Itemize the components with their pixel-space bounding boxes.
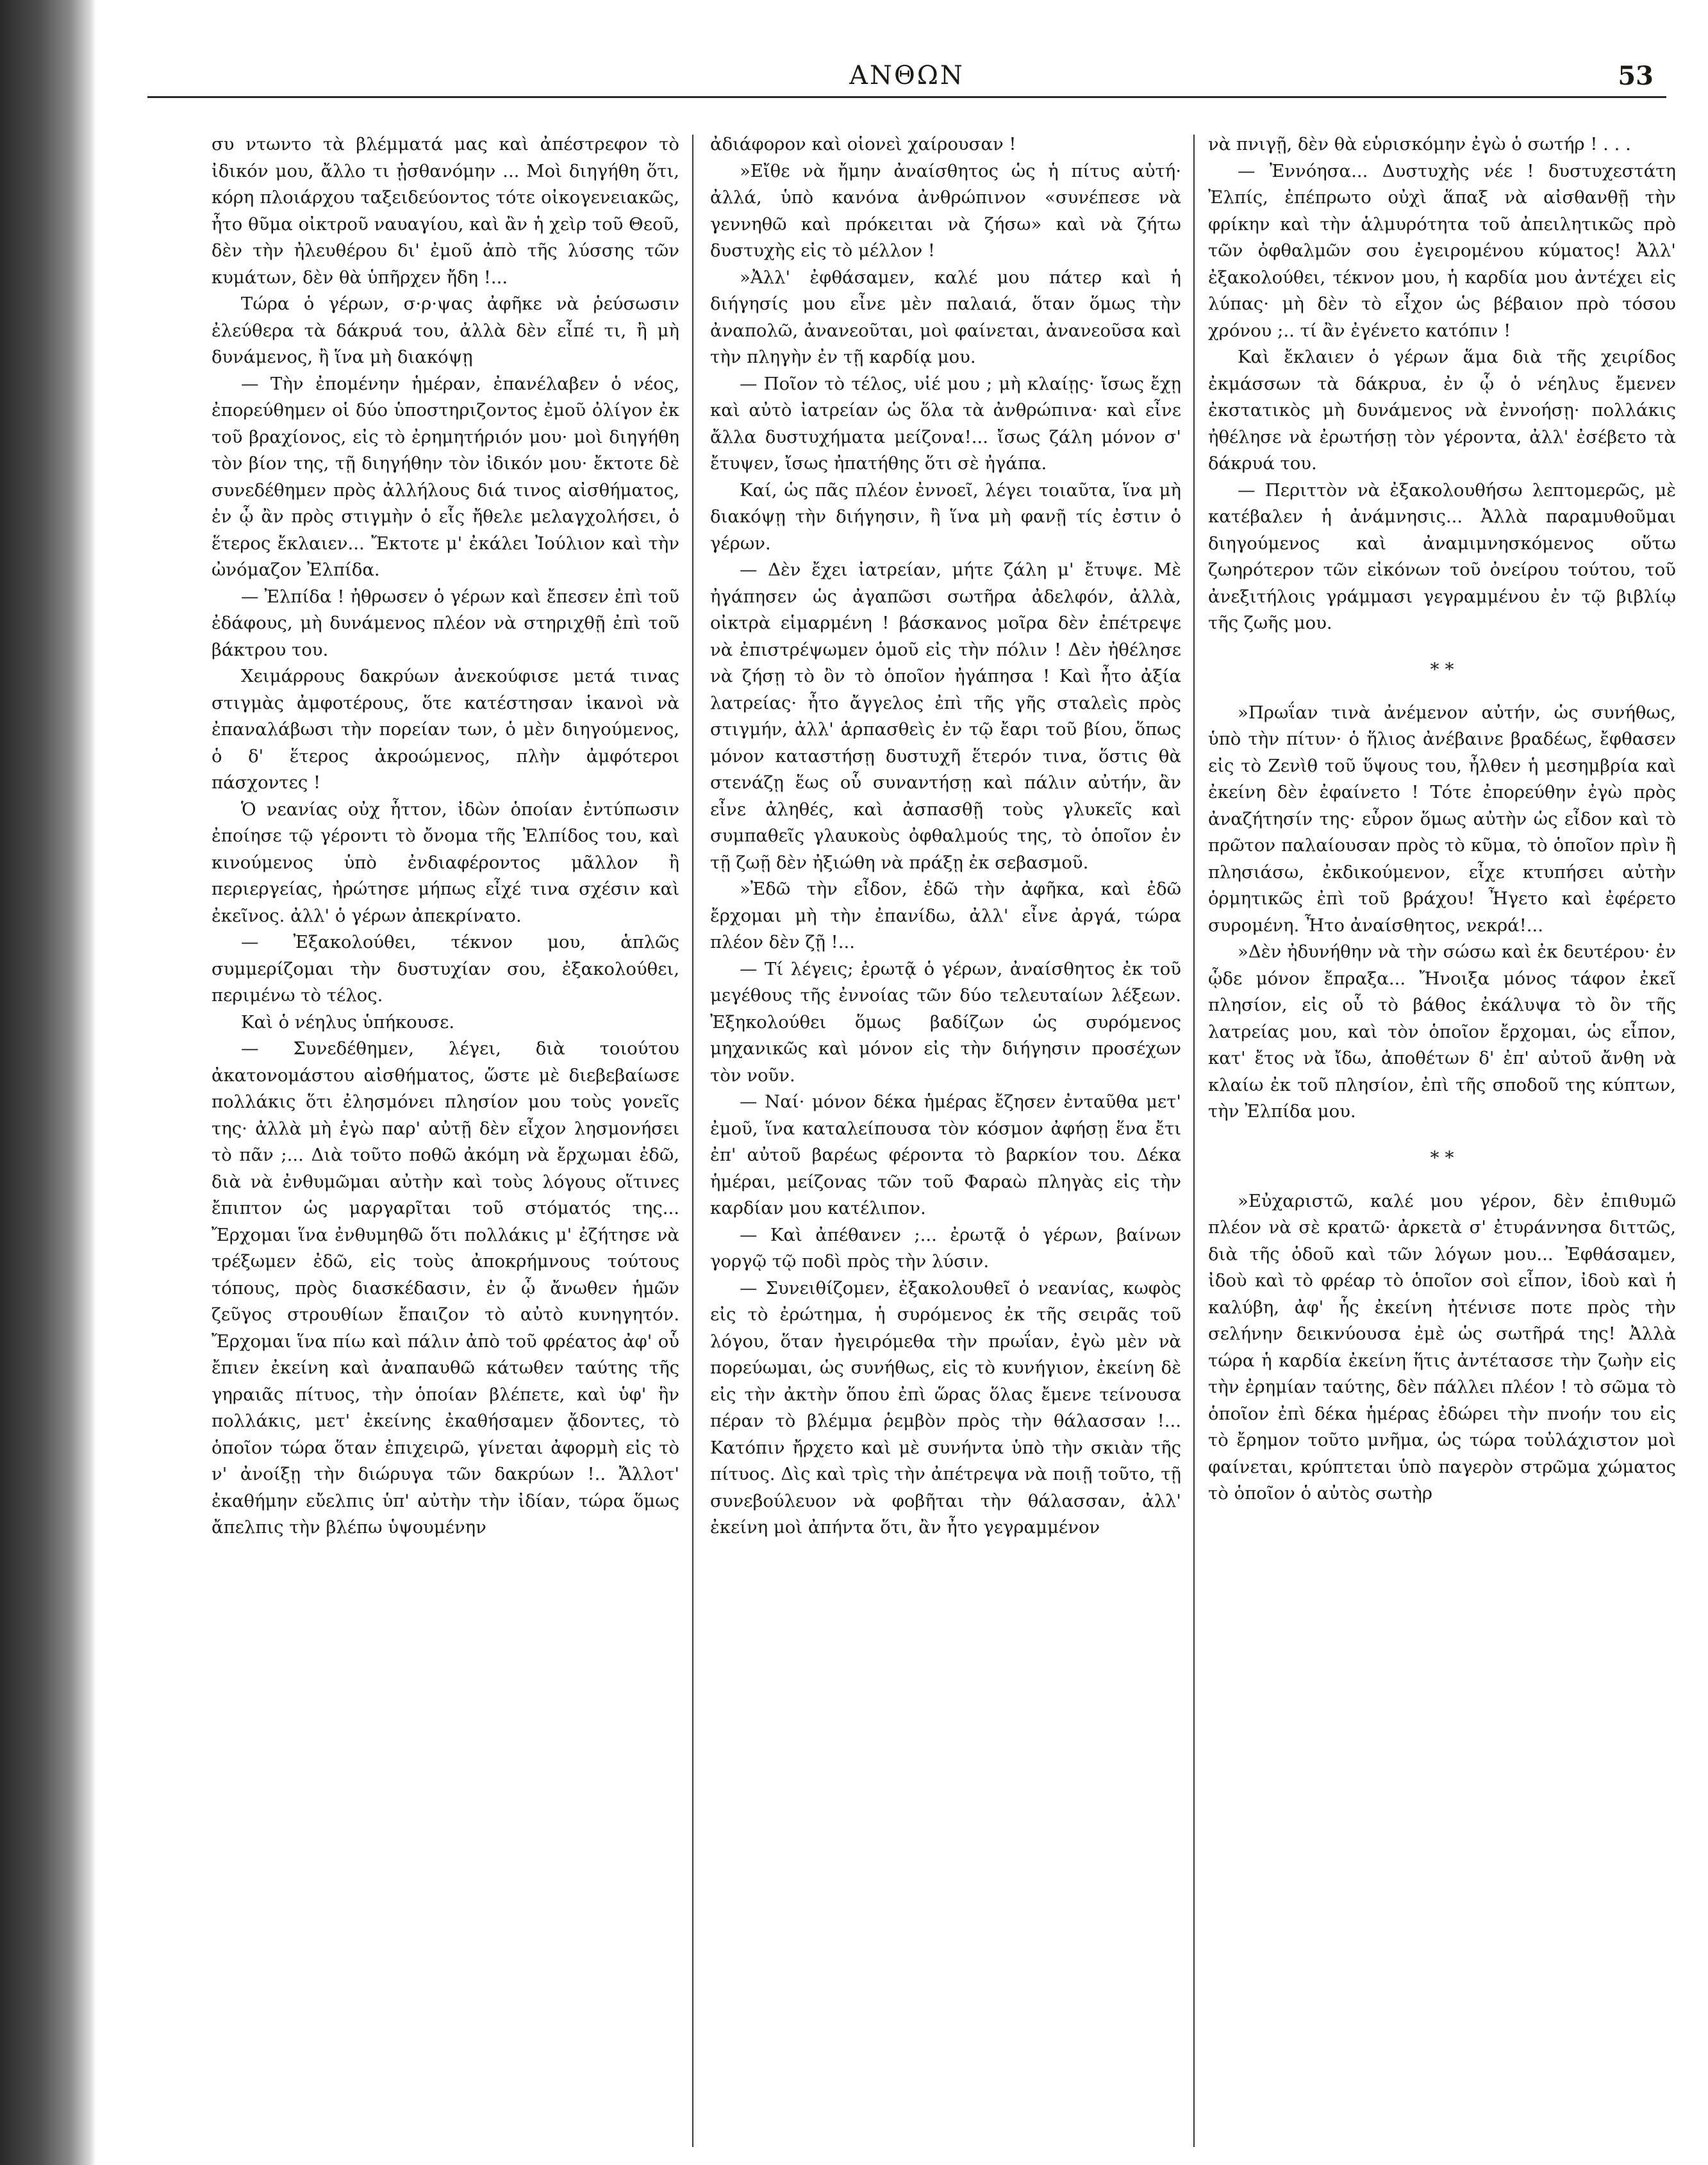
paragraph: Ὁ νεανίας οὐχ ἧττον, ἰδὼν ὁποίαν ἐντύπωσιν ἐποίησε τῷ γέροντι τὸ ὄνομα τῆς Ἐλπίδος του, καὶ κινούμενος ὑπὸ ἐνδιαφέροντος μᾶλλον ἢ περιεργείας, ἠρώτησε μήπως εἶχέ τινα σχέσιν καὶ ἐκεῖνος. ἀλλ' ὁ γέρων ἀπεκρίνατο. <box>211 799 679 926</box>
paragraph: »Δὲν ἠδυνήθην νὰ τὴν σώσω καὶ ἐκ δευτέρου· ἐν ᾧδε μόνον ἔπραξα... Ἤνοιξα μόνος τάφον ἐκεῖ πλησίον, εἰς οὗ τὸ βάθος ἐκάλυψα τὸ ὂν τῆς λατρείας μου, καὶ τὸν ὁποῖον ἔρχομαι, ὡς εἶπον, κατ' ἔτος νὰ ἴδω, ἀποθέτων δ' ἐπ' αὐτοῦ ἄνθη νὰ κλαίω ἐκ τοῦ πλησίον, ἐπὶ τῆς σποδοῦ της κύπτων, τὴν Ἐλπίδα μου. <box>1208 941 1676 1122</box>
book-binding-gutter <box>0 0 96 2165</box>
header-rule <box>147 96 1666 98</box>
running-title: ΑΝΘΩΝ <box>849 61 965 90</box>
paragraph: Καί, ὡς πᾶς πλέον ἐννοεῖ, λέγει τοιαῦτα, ἵνα μὴ διακόψῃ τὴν διήγησιν, ἢ ἵνα μὴ φανῇ τίς ἐστιν ὁ γέρων. <box>710 479 1181 554</box>
paragraph: — Ναί· μόνον δέκα ἡμέρας ἔζησεν ἐνταῦθα μετ' ἐμοῦ, ἵνα καταλείπουσα τὸν κόσμον ἀφήσῃ ἕνα ἔτι ἐπ' αὐτοῦ βαρέως φέροντα τὸ βαρκίον του. Δέκα ἡμέραι, μείζονας τῶν τοῦ Φαραὼ πληγὰς εἰς τὴν καρδίαν μου κατέλιπον. <box>710 1091 1181 1218</box>
paragraph: »Πρωΐαν τινὰ ἀνέμενον αὐτήν, ὡς συνήθως, ὑπὸ τὴν πίτυν· ὁ ἥλιος ἀνέβαινε βραδέως, ἔφθασεν εἰς τὸ Ζενὶθ τοῦ ὕψους του, ἦλθεν ἡ μεσημβρία καὶ ἐκείνη δὲν ἐφαίνετο ! Τότε ἐπορεύθην ἐγὼ πρὸς ἀναζήτησίν της· εὗρον ὅμως αὐτὴν ὡς εἶδον καὶ τὸ πρῶτον παλαίουσαν πρὸς τὸ κῦμα, τὸ ὁποῖον πρὶν ἢ πλησιάσω, ἐκδικούμενον, εἶχε κτυπήσει αὐτὴν ὁρμητικῶς ἐπὶ τοῦ βράχου! Ἦγετο καὶ ἐφέρετο συρομένη. Ἦτο ἀναίσθητος, νεκρά!... <box>1208 702 1676 936</box>
paragraph: »Ἐδῶ τὴν εἶδον, ἐδῶ τὴν ἀφῆκα, καὶ ἐδῶ ἔρχομαι μὴ τὴν ἐπανίδω, ἀλλ' εἶνε ἀργά, τώρα πλέον δὲν ζῇ !... <box>710 879 1181 952</box>
text-column-3 <box>1208 131 1676 2150</box>
column-divider <box>1193 135 1195 2147</box>
page-header <box>147 61 1666 106</box>
paragraph: — Ἐξακολούθει, τέκνον μου, ἁπλῶς συμμερίζομαι τὴν δυστυχίαν σου, ἐξακολούθει, περιμένω τὸ τέλος. <box>211 932 679 1006</box>
paragraph: — Περιττὸν νὰ ἐξακολουθήσω λεπτομερῶς, μὲ κατέβαλεν ἡ ἀνάμνησις... Ἀλλὰ παραμυθοῦμαι διηγούμενος καὶ ἀναμιμνησκόμενος οὕτω ζωηρότερον τῶν εἰκόνων τοῦ ὀνείρου τούτου, τοῦ ἀνεξιτήλοις γράμμασι γεγραμμένου ἐν τῷ βιβλίῳ τῆς ζωῆς μου. <box>1208 479 1676 633</box>
paragraph: — Ἐννόησα... Δυστυχὴς νέε ! δυστυχεστάτη Ἐλπίς, ἐπέπρωτο οὐχὶ ἅπαξ νὰ αἰσθανθῇ τὴν φρίκην καὶ τὴν ἁλμυρότητα τοῦ ἀπειλητικῶς πρὸ τῶν ὀφθαλμῶν σου ἐγειρομένου κύματος! Ἀλλ' ἐξακολούθει, τέκνον μου, ἡ καρδία μου ἀντέχει εἰς λύπας· μὴ δὲν τὸ εἶχον ὡς βέβαιον πρὸ τόσου χρόνου ;.. τί ἂν ἐγένετο κατόπιν ! <box>1208 160 1676 341</box>
paragraph: »Εἴθε νὰ ἤμην ἀναίσθητος ὡς ἡ πίτυς αὐτή· ἀλλά, ὑπὸ κανόνα ἀνθρώπινον «συνέπεσε νὰ γεννηθῶ καὶ πρόκειται νὰ ζήσω» καὶ νὰ ζήτω δυστυχὴς εἰς τὸ μέλλον ! <box>710 160 1181 261</box>
paragraph: — Δὲν ἔχει ἰατρείαν, μήτε ζάλη μ' ἔτυψε. Μὲ ἠγάπησεν ὡς ἀγαπῶσι σωτῆρα ἀδελφόν, ἀλλὰ, οἰκτρὰ εἱμαρμένη ! βάσκανος μοῖρα δὲν ἐπέτρεψε νὰ ἐπιστρέψωμεν ὁμοῦ εἰς τὴν πόλιν ! Δὲν ἠθέλησε νὰ ζήσῃ τὸ ὂν τὸ ὁποῖον ἠγάπησα ! Καὶ ἦτο ἀξία λατρείας· ἦτο ἄγγελος ἐπὶ τῆς γῆς σταλεὶς πρὸς στιγμήν, ἀλλ' ἁρπασθεὶς ἐν τῷ ἔαρι τοῦ βίου, ὅπως μόνον καταστήσῃ δυστυχῆ ἕτερόν τινα, ὅστις θὰ στενάζῃ ἕως οὗ συναντήσῃ καὶ πάλιν αὐτήν, ἂν εἶνε ἀληθές, καὶ ἀσπασθῇ τοὺς γλυκεῖς καὶ συμπαθεῖς γλαυκοὺς ὀφθαλμούς της, τὸ ὁποῖον ἐν τῇ ζωῇ δὲν ἠξιώθη νὰ πράξῃ ἐκ σεβασμοῦ. <box>710 560 1181 873</box>
section-asterism: * * <box>1430 658 1454 680</box>
section-asterism: * * <box>1430 1147 1454 1168</box>
paragraph: — Συνεδέθημεν, λέγει, διὰ τοιούτου ἀκατονομάστου αἰσθήματος, ὥστε μὲ διεβεβαίωσε πολλάκις ὅτι ἐλησμόνει πλησίον μου τοὺς γονεῖς της· ἀλλὰ μὴ ἐγὼ παρ' αὐτῇ δὲν εἶχον λησμονήσει τὸ πᾶν ;... Διὰ τοῦτο ποθῶ ἀκόμη νὰ ἔρχωμαι ἐδῶ, διὰ νὰ ἐνθυμῶμαι αὐτὴν καὶ τοὺς λόγους οἵτινες ἔπιπτον ὡς μαργαρῖται τοῦ στόματός της... Ἔρχομαι ἵνα ἐνθυμηθῶ ὅτι πολλάκις μ' ἐζήτησε νὰ τρέξωμεν ἐδῶ, εἰς τοὺς ἀποκρήμνους τούτους τόπους, πρὸς διασκέδασιν, ἐν ᾧ ἄνωθεν ἡμῶν ζεῦγος στρουθίων ἔπαιζον τὸ αὐτὸ κυνηγητόν. Ἔρχομαι ἵνα πίω καὶ πάλιν ἀπὸ τοῦ φρέατος ἀφ' οὗ ἔπιεν ἐκείνη καὶ ἀναπαυθῶ κάτωθεν ταύτης τῆς γηραιᾶς πίτυος, τὴν ὁποίαν βλέπετε, καὶ ὑφ' ἣν πολλάκις, μετ' ἐκείνης ἐκαθήσαμεν ᾄδοντες, τὸ ὁποῖον τώρα ὅταν ἐπιχειρῶ, γίνεται ἀφορμὴ εἰς τὸ ν' ἀνοίξῃ τὴν διώρυγα τῶν δακρύων !.. Ἄλλοτ' ἐκαθήμην εὔελπις ὑπ' αὐτὴν τὴν ἰδίαν, τώρα ὅμως ἄπελπις τὴν βλέπω ὑψουμένην <box>211 1038 679 1538</box>
text-column-1 <box>211 131 679 2150</box>
paragraph: »Εὐχαριστῶ, καλέ μου γέρον, δὲν ἐπιθυμῶ πλέον νὰ σὲ κρατῶ· ἀρκετὰ σ' ἐτυράννησα διττῶς, διὰ τῆς ὁδοῦ καὶ τῶν λόγων μου... Ἐφθάσαμεν, ἰδοὺ καὶ τὸ φρέαρ τὸ ὁποῖον σοὶ εἶπον, ἰδοὺ καὶ ἡ καλύβη, ἀφ' ἧς ἐκείνη ἠτένισε ποτε πρὸς τὴν σελήνην δεικνύουσα ἐμὲ ὡς σωτῆρά της! Ἀλλὰ τώρα ἡ καρδία ἐκείνη ἥτις ἀντέτασσε τὴν ζωὴν εἰς τὴν ἐρημίαν ταύτης, δὲν πάλλει πλέον ! τὸ σῶμα τὸ ὁποῖον ἐπὶ δέκα ἡμέρας ἐδώρει τὴν πνοήν του εἰς τὸ ἔρημον τοῦτο μνῆμα, ὡς τώρα τοὐλάχιστον μοὶ φαίνεται, κρύπτεται ὑπὸ παγερὸν στρῶμα χώματος τὸ ὁποῖον ὁ αὐτὸς σωτὴρ <box>1208 1190 1676 1504</box>
paragraph: — Τί λέγεις; ἐρωτᾷ ὁ γέρων, ἀναίσθητος ἐκ τοῦ μεγέθους τῆς ἐννοίας τῶν δύο τελευταίων λέξεων. Ἐξηκολούθει ὅμως βαδίζων ὡς συρόμενος μηχανικῶς καὶ μόνον εἰς τὴν διήγησιν προσέχων τὸν νοῦν. <box>710 958 1181 1086</box>
page-number: 53 <box>1618 61 1654 91</box>
column-divider <box>692 135 693 2147</box>
paragraph: συ ντωντο τὰ βλέμματά μας καὶ ἀπέστρεφον τὸ ἰδικόν μου, ἄλλο τι ᾐσθανόμην ... Μοὶ διηγήθη ὅτι, κόρη πλοιάρχου ταξειδεύοντος τότε οἰκογενειακῶς, ἦτο θῦμα οἰκτροῦ ναυαγίου, καὶ ἂν ἡ χεὶρ τοῦ Θεοῦ, δὲν τὴν ἠλευθέρου δι' ἐμοῦ ἀπὸ τῆς λύσσης τῶν κυμάτων, δὲν θὰ ὑπῆρχεν ἤδη !... <box>211 134 679 288</box>
paragraph: Τώρα ὁ γέρων, σ·ρ·ψας ἀφῆκε νὰ ῥεύσωσιν ἐλεύθερα τὰ δάκρυά του, ἀλλὰ δὲν εἶπέ τι, ἢ μὴ δυνάμενος, ἢ ἵνα μὴ διακόψῃ <box>211 294 679 367</box>
paragraph: — Τὴν ἐπομένην ἡμέραν, ἐπανέλαβεν ὁ νέος, ἐπορεύθημεν οἱ δύο ὑποστηριζοντος ἐμοῦ ὀλίγον ἐκ τοῦ βραχίονος, εἰς τὸ ἐρημητήριόν μου· μοὶ διηγήθη τὸν βίον της, τῇ διηγήθην τὸν ἰδικόν μου· ἔκτοτε δὲ συνεδέθημεν πρὸς ἀλλήλους διά τινος αἰσθήματος, ἐν ᾧ ἂν πρὸς στιγμὴν ὁ εἷς ἤθελε μελαγχολήσει, ὁ ἕτερος ἔκλαιεν... Ἔκτοτε μ' ἐκάλει Ἰούλιον καὶ τὴν ὠνόμαζον Ἐλπίδα. <box>211 373 679 580</box>
paragraph: ἀδιάφορον καὶ οἱονεὶ χαίρουσαν ! <box>710 134 1016 154</box>
paragraph: νὰ πνιγῇ, δὲν θὰ εὑρισκόμην ἐγὼ ὁ σωτήρ ! . . . <box>1208 134 1631 154</box>
paragraph: Καὶ ὁ νέηλυς ὑπήκουσε. <box>241 1011 455 1033</box>
paragraph: — Καὶ ἀπέθανεν ;... ἐρωτᾷ ὁ γέρων, βαίνων γοργῷ τῷ ποδὶ πρὸς τὴν λύσιν. <box>710 1224 1181 1272</box>
paragraph: — Συνειθίζομεν, ἐξακολουθεῖ ὁ νεανίας, κωφὸς εἰς τὸ ἐρώτημα, ἡ συρόμενος ἐκ τῆς σειρᾶς τοῦ λόγου, ὅταν ἠγειρόμεθα τὴν πρωΐαν, ἐγὼ μὲν νὰ πορεύωμαι, ὡς συνήθως, εἰς τὸ κυνήγιον, ἐκείνη δὲ εἰς τὴν ἀκτὴν ὅπου ἐπὶ ὥρας ὅλας ἔμενε τείνουσα πέραν τὸ βλέμμα ῥεμβὸν πρὸς τὴν θάλασσαν !... Κατόπιν ἤρχετο καὶ μὲ συνήντα ὑπὸ τὴν σκιὰν τῆς πίτυος. Δὶς καὶ τρὶς τὴν ἀπέτρεψα νὰ ποιῇ τοῦτο, τῇ συνεβούλευον νὰ φοβῆται τὴν θάλασσαν, ἀλλ' ἐκείνη μοὶ ἀπήντα ὅτι, ἂν ἦτο γεγραμμένον <box>710 1277 1181 1538</box>
text-column-2 <box>710 131 1181 2150</box>
paragraph: Καὶ ἔκλαιεν ὁ γέρων ἅμα διὰ τῆς χειρίδος ἐκμάσσων τὰ δάκρυα, ἐν ᾧ ὁ νέηλυς ἔμενεν ἐκστατικὸς μὴ δυνάμενος νὰ ἐννοήσῃ· πολλάκις ἠθέλησε νὰ ἐρωτήσῃ τὸν γέροντα, ἀλλ' ἐσέβετο τὰ δάκρυά του. <box>1208 347 1676 474</box>
paragraph: »Ἀλλ' ἐφθάσαμεν, καλέ μου πάτερ καὶ ἡ διήγησίς μου εἶνε μὲν παλαιά, ὅταν ὅμως τὴν ἀναπολῶ, ἀνανεοῦται, μοὶ φαίνεται, ἀνανεοῦσα καὶ τὴν πληγὴν ἐν τῇ καρδίᾳ μου. <box>710 267 1181 367</box>
paragraph: — Ἐλπίδα ! ἠθρωσεν ὁ γέρων καὶ ἔπεσεν ἐπὶ τοῦ ἐδάφους, μὴ δυνάμενος πλέον νὰ στηριχθῇ ἐπὶ τοῦ βάκτρου του. <box>211 586 679 660</box>
paragraph: — Ποῖον τὸ τέλος, υἱέ μου ; μὴ κλαίῃς· ἴσως ἔχῃ καὶ αὐτὸ ἰατρείαν ὡς ὅλα τὰ ἀνθρώπινα· καὶ εἶνε ἄλλα δυστυχήματα μείζονα!... ἴσως ζάλη μόνον σ' ἔτυψεν, ἴσως ἠπατήθης ὅτι σὲ ἠγάπα. <box>710 373 1181 474</box>
paragraph: Χειμάρρους δακρύων ἀνεκούφισε μετά τινας στιγμὰς ἀμφοτέρους, ὅτε κατέστησαν ἱκανοὶ νὰ ἐπαναλάβωσι τὴν πορείαν των, ὁ μὲν διηγούμενος, ὁ δ' ἕτερος ἀκροώμενος, πλὴν ἀμφότεροι πάσχοντες ! <box>211 666 679 793</box>
